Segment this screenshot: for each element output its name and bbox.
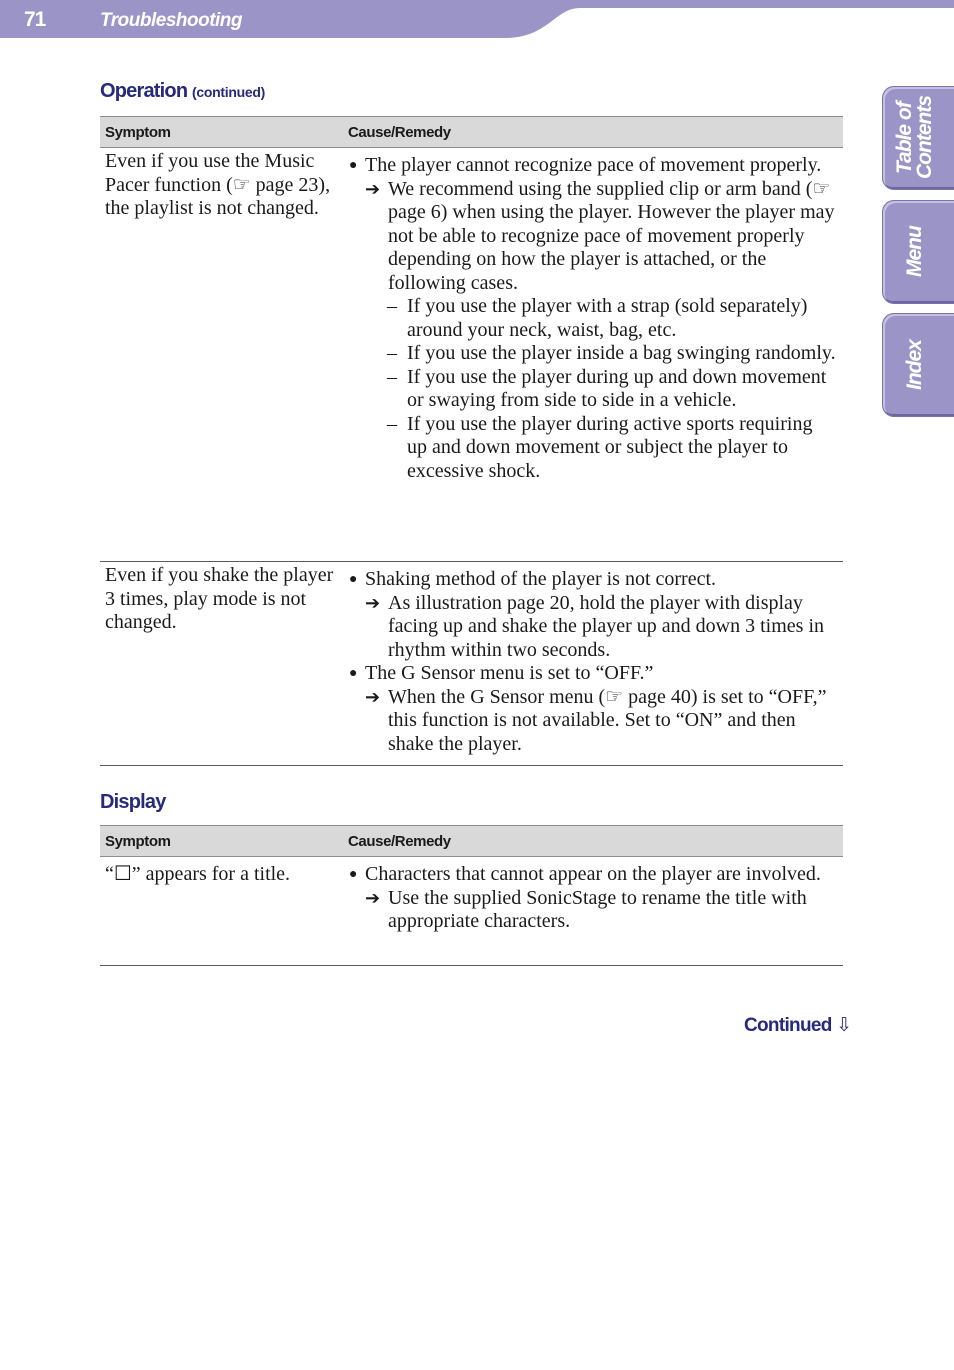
operation-heading-suffix: (continued)	[192, 84, 265, 100]
cause-text: Shaking method of the player is not correct.	[365, 568, 717, 590]
symptom-cell: Even if you use the Music Pacer function (☞ page 23), the playlist is not changed.	[100, 148, 343, 562]
dash-icon: –	[387, 295, 397, 317]
remedy-item	[349, 686, 837, 757]
case-text: If you use the player during up and down movement or swaying from side to side in a vehicle.	[407, 365, 827, 411]
tab-table-of-contents[interactable]	[882, 86, 954, 190]
case-text: If you use the player inside a bag swinging randomly.	[407, 342, 836, 364]
page-header	[0, 0, 954, 40]
table-row	[100, 148, 843, 562]
remedy-text: We recommend using the supplied clip or arm band (☞ page 6) when using the player. However the player may not be able to recognize pace of movement properly depending on how the player is attached, or the following cases.	[388, 177, 835, 294]
cause-text: The G Sensor menu is set to “OFF.”	[365, 662, 654, 684]
symptom-cell: “☐” appears for a title.	[100, 857, 343, 966]
table-row	[100, 857, 843, 966]
dash-icon: –	[387, 342, 397, 364]
remedy-text: Use the supplied SonicStage to rename the title with appropriate characters.	[388, 886, 807, 932]
remedy-item	[349, 592, 837, 663]
cause-item	[349, 662, 837, 686]
remedy-cell	[343, 148, 843, 562]
case-item	[349, 295, 837, 342]
tab-table-of-contents-label: Table of Contents	[893, 96, 936, 180]
page-number: 71	[24, 8, 46, 31]
operation-table	[100, 116, 843, 766]
display-heading	[100, 791, 166, 814]
arrow-icon: ➔	[365, 178, 381, 199]
case-item	[349, 366, 837, 413]
table-row	[100, 562, 843, 766]
case-text: If you use the player during active sports requiring up and down movement or subject the player to excessive shock.	[407, 412, 813, 482]
display-table	[100, 825, 843, 966]
cause-column-header: Cause/Remedy	[343, 117, 843, 148]
dash-icon: –	[387, 365, 397, 388]
remedy-cell	[343, 857, 843, 966]
cause-column-header: Cause/Remedy	[343, 826, 843, 857]
remedy-text: As illustration page 20, hold the player with display facing up and shake the player up and down 3 times in rhythm within two seconds.	[388, 591, 824, 661]
down-arrow-icon: ⇩	[836, 1015, 852, 1036]
remedy-item	[349, 178, 837, 296]
symptom-column-header: Symptom	[100, 117, 343, 148]
section-title: Troubleshooting	[100, 10, 243, 31]
tab-menu-label: Menu	[903, 226, 926, 278]
bullet-icon: ●	[349, 867, 358, 882]
arrow-icon: ➔	[365, 592, 381, 613]
operation-heading-text: Operation	[100, 80, 188, 102]
continued-label: Continued	[744, 1015, 832, 1036]
symptom-cell: Even if you shake the player 3 times, play mode is not changed.	[100, 562, 343, 766]
remedy-cell	[343, 562, 843, 766]
operation-heading	[100, 80, 265, 103]
cause-text: Characters that cannot appear on the player are involved.	[365, 863, 821, 885]
case-item	[349, 342, 837, 366]
case-item	[349, 413, 837, 484]
tab-index-label: Index	[903, 340, 926, 390]
cause-text: The player cannot recognize pace of movement properly.	[365, 154, 822, 176]
remedy-text: When the G Sensor menu (☞ page 40) is set to “OFF,” this function is not available. Set to “ON” and then shake the player.	[388, 685, 827, 755]
remedy-item	[349, 887, 837, 934]
bullet-icon: ●	[349, 158, 358, 173]
cause-item	[349, 154, 837, 178]
table-header-row	[100, 117, 843, 148]
tab-index[interactable]	[882, 313, 954, 417]
dash-icon: –	[387, 412, 397, 435]
symptom-column-header: Symptom	[100, 826, 343, 857]
tab-menu[interactable]	[882, 200, 954, 304]
cause-item	[349, 863, 837, 887]
continued-link[interactable]	[744, 1014, 851, 1037]
display-heading-text: Display	[100, 791, 166, 813]
bullet-icon: ●	[349, 572, 358, 587]
arrow-icon: ➔	[365, 686, 381, 707]
table-header-row	[100, 826, 843, 857]
bullet-icon: ●	[349, 666, 358, 681]
arrow-icon: ➔	[365, 887, 381, 908]
cause-item	[349, 568, 837, 592]
case-text: If you use the player with a strap (sold separately) around your neck, waist, bag, etc.	[407, 295, 808, 341]
